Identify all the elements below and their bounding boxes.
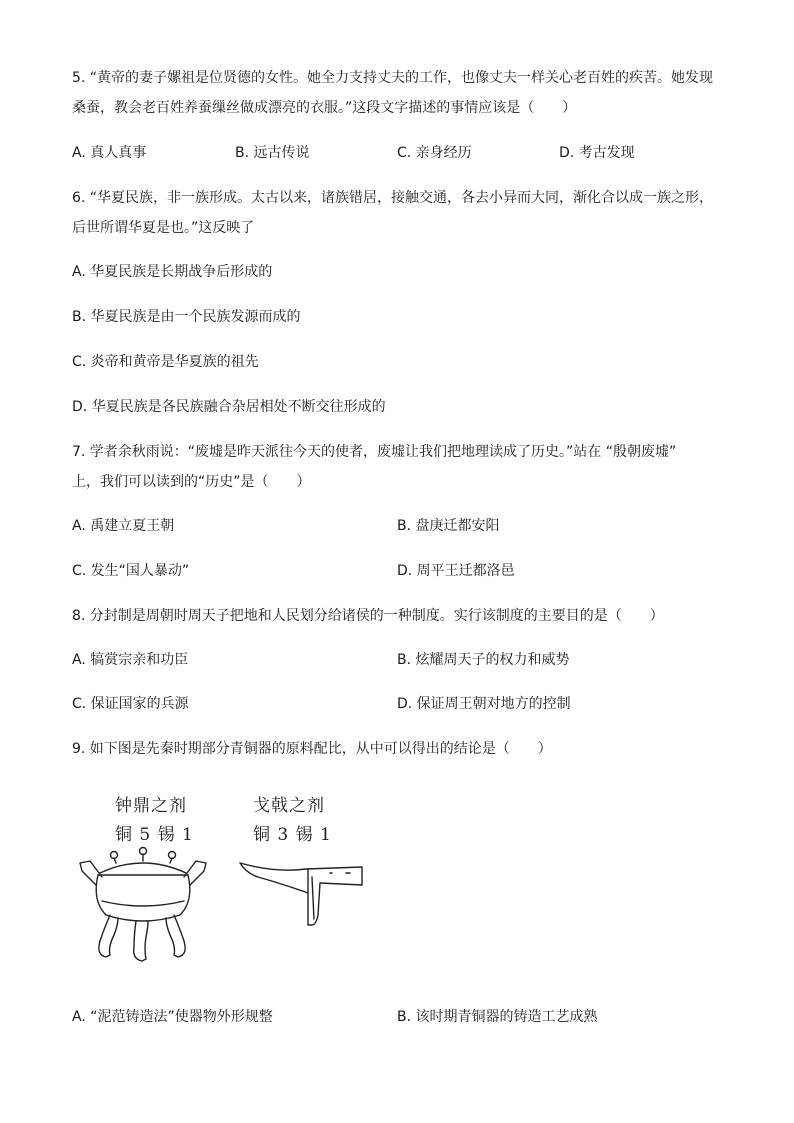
question-stem-line: 上，我们可以读到的“历史”是（ ） <box>72 474 311 490</box>
q6-option-d[interactable]: D. 华夏民族是各民族融合杂居相处不断交往形成的 <box>72 399 386 415</box>
question-stem-line: 9. 如下图是先秦时期部分青铜器的原料配比，从中可以得出的结论是（ ） <box>72 741 552 757</box>
q8-option-d[interactable]: D. 保证周王朝对地方的控制 <box>397 696 571 712</box>
q8-option-b[interactable]: B. 炫耀周天子的权力和威势 <box>397 652 570 668</box>
q8-option-c[interactable]: C. 保证国家的兵源 <box>72 696 189 712</box>
q9-option-b[interactable]: B. 该时期青铜器的铸造工艺成熟 <box>397 1009 598 1025</box>
question-stem-line: 7. 学者余秋雨说：“废墟是昨天派往今天的使者，废墟让我们把地理读成了历史。”站在 “殷朝废墟” <box>72 444 677 460</box>
q9-option-a[interactable]: A. “泥范铸造法”使器物外形规整 <box>72 1009 273 1025</box>
question-stem-line: 6. “华夏民族，非一族形成。太古以来，诸族错居，接触交通，各去小异而大同，渐化合以成一族之形， <box>72 190 714 206</box>
q6-option-a[interactable]: A. 华夏民族是长期战争后形成的 <box>72 264 273 280</box>
bronze-ding-illustration <box>78 843 208 973</box>
q7-option-c[interactable]: C. 发生“国人暴动” <box>72 563 190 579</box>
question-8-stem <box>72 601 722 631</box>
question-9-stem <box>72 734 722 764</box>
q6-option-c[interactable]: C. 炎帝和黄帝是华夏族的祖先 <box>72 354 259 370</box>
q5-option-a[interactable]: A. 真人真事 <box>72 145 147 161</box>
ge-caption-ratio: 铜 3 锡 1 <box>253 825 332 845</box>
question-7-stem <box>72 437 722 497</box>
q8-option-a[interactable]: A. 犒赏宗亲和功臣 <box>72 652 189 668</box>
ding-caption-title: 钟鼎之剂 <box>115 796 187 816</box>
q7-option-a[interactable]: A. 禹建立夏王朝 <box>72 518 175 534</box>
q7-option-d[interactable]: D. 周平王迁都洛邑 <box>397 563 515 579</box>
q5-option-d[interactable]: D. 考古发现 <box>559 145 635 161</box>
question-stem-line: 5. “黄帝的妻子嫘祖是位贤德的女性。她全力支持丈夫的工作，也像丈夫一样关心老百姓的疾苦。她发现 <box>72 70 714 86</box>
q5-option-b[interactable]: B. 远古传说 <box>235 145 310 161</box>
question-stem-line: 后世所谓华夏是也。”这反映了 <box>72 220 255 236</box>
question-stem-line: 8. 分封制是周朝时周天子把地和人民划分给诸侯的一种制度。实行该制度的主要目的是（ ） <box>72 608 664 624</box>
bronze-ge-illustration <box>236 853 366 933</box>
ding-caption-ratio: 铜 5 锡 1 <box>115 825 194 845</box>
question-6-stem <box>72 183 722 243</box>
ge-caption-title: 戈戟之剂 <box>253 796 325 816</box>
q5-option-c[interactable]: C. 亲身经历 <box>397 145 472 161</box>
question-5-stem <box>72 63 722 123</box>
q7-option-b[interactable]: B. 盘庚迁都安阳 <box>397 518 500 534</box>
question-stem-line: 桑蚕，教会老百姓养蚕缫丝做成漂亮的衣服。”这段文字描述的事情应该是（ ） <box>72 100 577 116</box>
q6-option-b[interactable]: B. 华夏民族是由一个民族发源而成的 <box>72 309 301 325</box>
